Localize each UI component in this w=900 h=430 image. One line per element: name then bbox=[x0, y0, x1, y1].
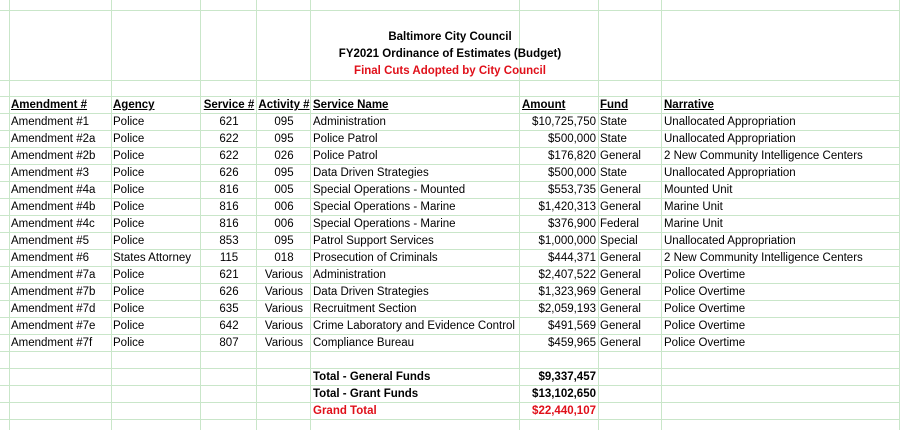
cell-activity-no: Various bbox=[264, 286, 304, 298]
cell-amendment: Amendment #2b bbox=[11, 150, 96, 162]
table-row bbox=[0, 165, 900, 182]
cell-amendment: Amendment #7e bbox=[11, 320, 96, 332]
cell-amount: $1,420,313 bbox=[538, 201, 596, 213]
table-row bbox=[0, 318, 900, 335]
grand-total-row bbox=[0, 403, 900, 420]
cell-agency: States Attorney bbox=[113, 252, 191, 264]
cell-amount: $553,735 bbox=[548, 184, 596, 196]
cell-narrative: Police Overtime bbox=[664, 303, 746, 315]
cell-activity-no: Various bbox=[264, 337, 304, 349]
cell-service-name: Police Patrol bbox=[313, 133, 378, 145]
cell-service-no: 622 bbox=[219, 150, 239, 162]
cell-agency: Police bbox=[113, 184, 145, 196]
total-general-amount: $9,337,457 bbox=[538, 371, 596, 383]
cell-amendment: Amendment #3 bbox=[11, 167, 89, 179]
cell-activity-no: 006 bbox=[274, 201, 294, 213]
cell-fund: General bbox=[600, 150, 641, 162]
cell-agency: Police bbox=[113, 116, 145, 128]
cell-narrative: Police Overtime bbox=[664, 286, 746, 298]
cell-amendment: Amendment #5 bbox=[11, 235, 89, 247]
cell-agency: Police bbox=[113, 269, 145, 281]
cell-narrative: Police Overtime bbox=[664, 320, 746, 332]
grid-row-line bbox=[0, 80, 900, 81]
cell-amount: $1,000,000 bbox=[538, 235, 596, 247]
cell-agency: Police bbox=[113, 303, 145, 315]
total-grant-label: Total - Grant Funds bbox=[313, 388, 419, 400]
col-header-service-name: Service Name bbox=[313, 99, 389, 111]
table-row bbox=[0, 301, 900, 318]
cell-agency: Police bbox=[113, 133, 145, 145]
cell-service-no: 115 bbox=[219, 252, 239, 264]
total-general-label: Total - General Funds bbox=[313, 371, 431, 383]
cell-service-name: Data Driven Strategies bbox=[313, 167, 429, 179]
cell-fund: General bbox=[600, 184, 641, 196]
grid-row-line bbox=[0, 10, 900, 11]
title-line-2: FY2021 Ordinance of Estimates (Budget) bbox=[338, 48, 562, 60]
cell-agency: Police bbox=[113, 167, 145, 179]
cell-amount: $10,725,750 bbox=[532, 116, 596, 128]
cell-activity-no: 095 bbox=[274, 235, 294, 247]
cell-agency: Police bbox=[113, 286, 145, 298]
col-header-service-no: Service # bbox=[203, 99, 255, 111]
cell-amendment: Amendment #4c bbox=[11, 218, 95, 230]
cell-activity-no: Various bbox=[264, 303, 304, 315]
cell-service-name: Special Operations - Marine bbox=[313, 218, 456, 230]
total-grant-row bbox=[0, 386, 900, 403]
cell-amount: $176,820 bbox=[548, 150, 596, 162]
cell-fund: General bbox=[600, 303, 641, 315]
col-header-amount: Amount bbox=[522, 99, 566, 111]
cell-amendment: Amendment #6 bbox=[11, 252, 89, 264]
cell-amendment: Amendment #2a bbox=[11, 133, 96, 145]
cell-agency: Police bbox=[113, 201, 145, 213]
cell-service-no: 626 bbox=[219, 286, 239, 298]
cell-amendment: Amendment #7f bbox=[11, 337, 93, 349]
cell-fund: General bbox=[600, 201, 641, 213]
cell-narrative: Unallocated Appropriation bbox=[664, 235, 796, 247]
table-row bbox=[0, 131, 900, 148]
cell-service-name: Special Operations - Marine bbox=[313, 201, 456, 213]
cell-fund: Special bbox=[600, 235, 638, 247]
cell-narrative: Unallocated Appropriation bbox=[664, 167, 796, 179]
cell-activity-no: 006 bbox=[274, 218, 294, 230]
cell-narrative: Police Overtime bbox=[664, 337, 746, 349]
table-row bbox=[0, 114, 900, 131]
cell-agency: Police bbox=[113, 235, 145, 247]
cell-service-name: Police Patrol bbox=[313, 150, 378, 162]
col-header-activity-no: Activity # bbox=[258, 99, 310, 111]
cell-agency: Police bbox=[113, 337, 145, 349]
cell-service-name: Prosecution of Criminals bbox=[313, 252, 438, 264]
col-header-fund: Fund bbox=[600, 99, 629, 111]
cell-fund: State bbox=[600, 133, 627, 145]
cell-amendment: Amendment #4a bbox=[11, 184, 96, 196]
cell-amendment: Amendment #1 bbox=[11, 116, 89, 128]
cell-amendment: Amendment #7a bbox=[11, 269, 96, 281]
cell-amendment: Amendment #7b bbox=[11, 286, 96, 298]
cell-fund: State bbox=[600, 167, 627, 179]
cell-narrative: Mounted Unit bbox=[664, 184, 733, 196]
cell-activity-no: 095 bbox=[274, 116, 294, 128]
cell-narrative: Marine Unit bbox=[664, 201, 723, 213]
col-header-agency: Agency bbox=[113, 99, 155, 111]
cell-service-no: 635 bbox=[219, 303, 239, 315]
cell-amount: $444,371 bbox=[548, 252, 596, 264]
table-row bbox=[0, 335, 900, 352]
cell-service-no: 642 bbox=[219, 320, 239, 332]
cell-fund: Federal bbox=[600, 218, 639, 230]
cell-service-name: Recruitment Section bbox=[313, 303, 417, 315]
cell-service-name: Special Operations - Mounted bbox=[313, 184, 466, 196]
cell-amount: $2,407,522 bbox=[538, 269, 596, 281]
table-row bbox=[0, 233, 900, 250]
cell-activity-no: Various bbox=[264, 320, 304, 332]
cell-activity-no: 026 bbox=[274, 150, 294, 162]
grand-total-label: Grand Total bbox=[313, 405, 377, 417]
cell-amount: $491,569 bbox=[548, 320, 596, 332]
cell-service-name: Data Driven Strategies bbox=[313, 286, 429, 298]
cell-narrative: Police Overtime bbox=[664, 269, 746, 281]
cell-fund: General bbox=[600, 252, 641, 264]
table-row bbox=[0, 284, 900, 301]
cell-fund: General bbox=[600, 320, 641, 332]
cell-narrative: 2 New Community Intelligence Centers bbox=[664, 252, 863, 264]
cell-fund: General bbox=[600, 269, 641, 281]
table-row bbox=[0, 148, 900, 165]
cell-service-no: 816 bbox=[219, 218, 239, 230]
cell-activity-no: 095 bbox=[274, 167, 294, 179]
cell-service-name: Administration bbox=[313, 269, 386, 281]
cell-service-no: 621 bbox=[219, 116, 239, 128]
cell-fund: General bbox=[600, 337, 641, 349]
cell-fund: General bbox=[600, 286, 641, 298]
grand-total-amount: $22,440,107 bbox=[532, 405, 596, 417]
cell-amount: $1,323,969 bbox=[538, 286, 596, 298]
cell-activity-no: 018 bbox=[274, 252, 294, 264]
cell-service-no: 622 bbox=[219, 133, 239, 145]
cell-service-no: 621 bbox=[219, 269, 239, 281]
cell-amendment: Amendment #4b bbox=[11, 201, 96, 213]
cell-service-no: 807 bbox=[219, 337, 239, 349]
cell-service-no: 626 bbox=[219, 167, 239, 179]
cell-amount: $500,000 bbox=[548, 133, 596, 145]
cell-amount: $376,900 bbox=[548, 218, 596, 230]
cell-activity-no: Various bbox=[264, 269, 304, 281]
col-header-amendment: Amendment # bbox=[11, 99, 88, 111]
cell-activity-no: 095 bbox=[274, 133, 294, 145]
title-line-3: Final Cuts Adopted by City Council bbox=[354, 65, 546, 77]
cell-narrative: Unallocated Appropriation bbox=[664, 133, 796, 145]
cell-activity-no: 005 bbox=[274, 184, 294, 196]
col-header-narrative: Narrative bbox=[664, 99, 714, 111]
cell-agency: Police bbox=[113, 218, 145, 230]
cell-agency: Police bbox=[113, 320, 145, 332]
cell-service-name: Crime Laboratory and Evidence Control bbox=[313, 320, 515, 332]
cell-narrative: Unallocated Appropriation bbox=[664, 116, 796, 128]
cell-narrative: Marine Unit bbox=[664, 218, 723, 230]
cell-service-name: Administration bbox=[313, 116, 386, 128]
cell-amount: $459,965 bbox=[548, 337, 596, 349]
cell-narrative: 2 New Community Intelligence Centers bbox=[664, 150, 863, 162]
cell-amount: $500,000 bbox=[548, 167, 596, 179]
cell-amendment: Amendment #7d bbox=[11, 303, 96, 315]
table-row bbox=[0, 250, 900, 267]
table-row bbox=[0, 182, 900, 199]
title-line-1: Baltimore City Council bbox=[388, 31, 512, 43]
total-grant-amount: $13,102,650 bbox=[532, 388, 596, 400]
cell-amount: $2,059,193 bbox=[538, 303, 596, 315]
cell-service-name: Compliance Bureau bbox=[313, 337, 415, 349]
table-row bbox=[0, 216, 900, 233]
cell-service-name: Patrol Support Services bbox=[313, 235, 434, 247]
cell-agency: Police bbox=[113, 150, 145, 162]
header-row bbox=[0, 97, 900, 114]
cell-service-no: 816 bbox=[219, 201, 239, 213]
cell-service-no: 816 bbox=[219, 184, 239, 196]
total-general-row bbox=[0, 369, 900, 386]
table-row bbox=[0, 267, 900, 284]
cell-service-no: 853 bbox=[219, 235, 239, 247]
table-row bbox=[0, 199, 900, 216]
cell-fund: State bbox=[600, 116, 627, 128]
